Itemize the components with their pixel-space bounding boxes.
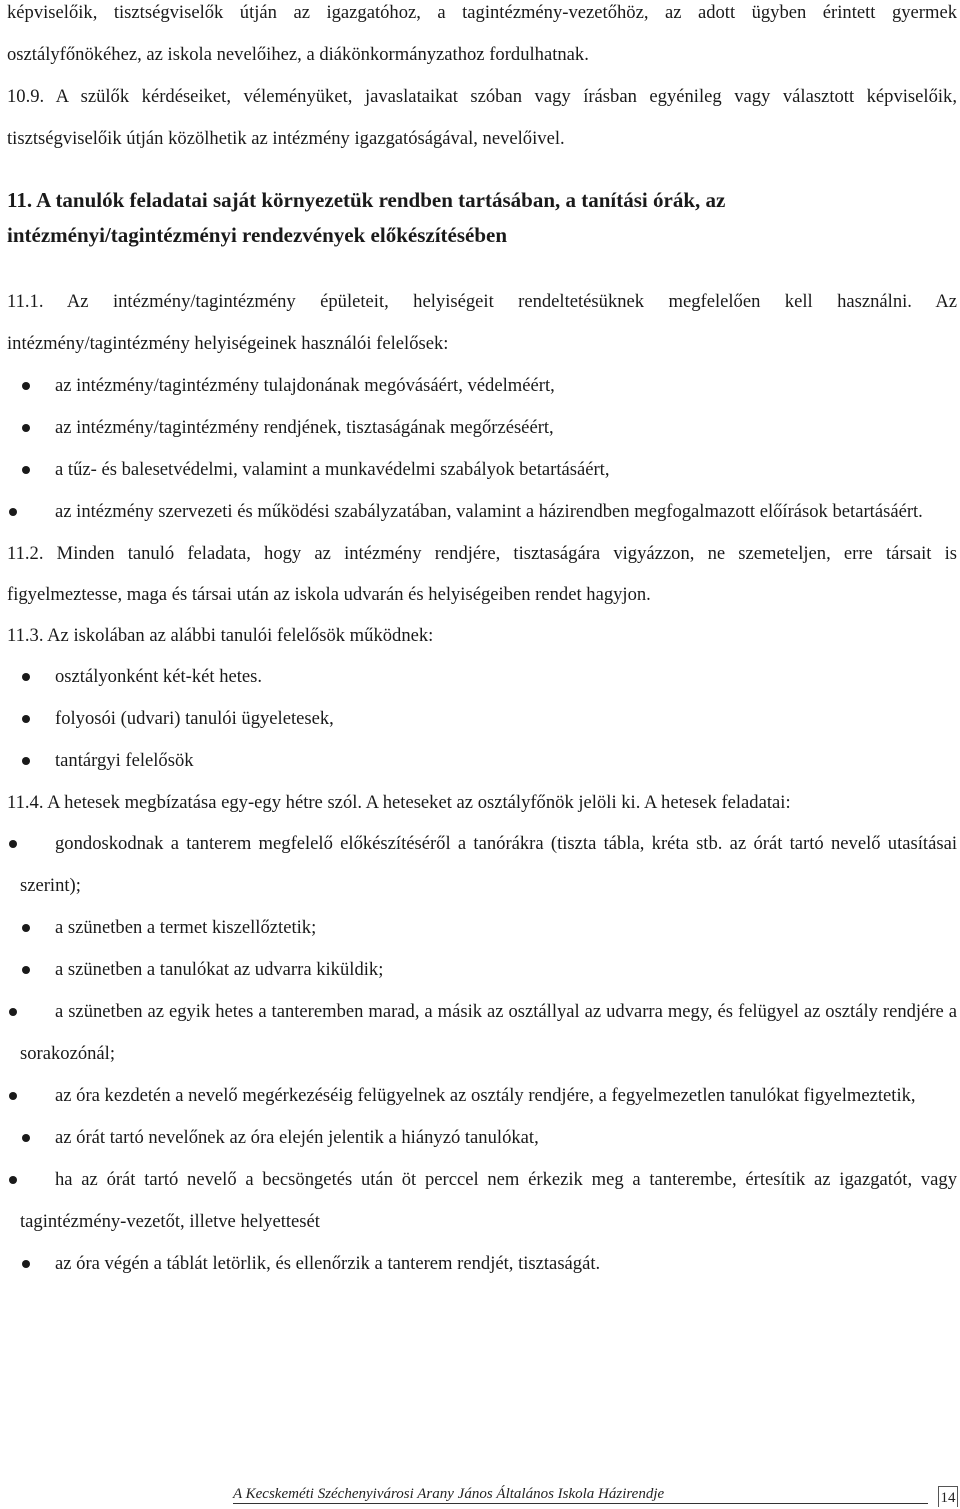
list-item: a szünetben a termet kiszellőztetik; xyxy=(7,907,957,949)
duties-list xyxy=(7,823,957,1285)
paragraph-11-1: 11.1. Az intézmény/tagintézmény épületeit, helyiségeit rendeltetésüknek megfelelően kell használni. Az intézmény/tagintézmény helyiségeinek használói felelősek: xyxy=(7,291,957,354)
bullet-icon xyxy=(22,757,30,765)
bullet-icon xyxy=(22,715,30,723)
list-item: osztályonként két-két hetes. xyxy=(7,656,957,698)
bullet-icon xyxy=(22,924,30,932)
bullet-icon xyxy=(22,673,30,681)
student-roles-list xyxy=(7,656,957,782)
footer-divider xyxy=(233,1503,928,1504)
list-item: ha az órát tartó nevelő a becsöngetés után öt perccel nem érkezik meg a tanterembe, értesítik az igazgatót, vagy tagintézmény-vezetőt, illetve helyettesét xyxy=(7,1159,957,1243)
list-item: gondoskodnak a tanterem megfelelő előkészítéséről a tanórákra (tiszta tábla, kréta stb. az órát tartó nevelő utasításai szerint); xyxy=(7,823,957,907)
bullet-icon xyxy=(22,1134,30,1142)
bullet-icon xyxy=(9,508,17,516)
document-page xyxy=(7,0,957,1285)
responsibilities-list xyxy=(7,365,957,533)
list-item: az óra kezdetén a nevelő megérkezéséig felügyelnek az osztály rendjére, a fegyelmezetlen tanulókat figyelmeztetik, xyxy=(7,1075,957,1117)
list-item: az intézmény szervezeti és működési szabályzatában, valamint a házirendben megfogalmazott előírások betartásáért. xyxy=(7,491,957,533)
paragraph-11-3: 11.3. Az iskolában az alábbi tanulói felelősök működnek: xyxy=(7,625,434,646)
paragraph-11-4: 11.4. A hetesek megbízatása egy-egy hétre szól. A heteseket az osztályfőnök jelöli ki. A hetesek feladatai: xyxy=(7,792,791,813)
bullet-icon xyxy=(22,382,30,390)
bullet-icon xyxy=(9,1008,17,1016)
list-item: a tűz- és balesetvédelmi, valamint a munkavédelmi szabályok betartásáért, xyxy=(7,449,957,491)
paragraph-11-2: 11.2. Minden tanuló feladata, hogy az intézmény rendjére, tisztaságára vigyázzon, ne szemeteljen, erre társait is figyelmeztesse, maga és társai után az iskola udvarán és helyiségeiben rendet hagyjon. xyxy=(7,543,957,605)
list-item: az óra végén a táblát letörlik, és ellenőrzik a tanterem rendjét, tisztaságát. xyxy=(7,1243,957,1285)
page-footer xyxy=(0,1470,960,1507)
list-item: az intézmény/tagintézmény tulajdonának megóvásáért, védelméért, xyxy=(7,365,957,407)
list-item: az intézmény/tagintézmény rendjének, tisztaságának megőrzéséért, xyxy=(7,407,957,449)
list-item: tantárgyi felelősök xyxy=(7,740,957,782)
list-item: a szünetben a tanulókat az udvarra kiküldik; xyxy=(7,949,957,991)
intro-paragraph-1: képviselőik, tisztségviselők útján az igazgatóhoz, a tagintézmény-vezetőhöz, az adott ügyben érintett gyermek osztályfőnökéhez, az iskola nevelőihez, a diákönkormányzathoz fordulhatnak. xyxy=(7,2,957,65)
bullet-icon xyxy=(22,424,30,432)
bullet-icon xyxy=(22,466,30,474)
page-number: 14 xyxy=(938,1486,958,1507)
footer-school-name: A Kecskeméti Széchenyivárosi Arany János Általános Iskola Házirendje xyxy=(233,1486,665,1502)
bullet-icon xyxy=(22,1260,30,1268)
list-item: az órát tartó nevelőnek az óra elején jelentik a hiányzó tanulókat, xyxy=(7,1117,957,1159)
section-heading-11: 11. A tanulók feladatai saját környezetük rendben tartásában, a tanítási órák, az intézményi/tagintézményi rendezvények előkészítésében xyxy=(7,188,726,247)
paragraph-10-9: 10.9. A szülők kérdéseiket, véleményüket, javaslataikat szóban vagy írásban egyénileg vagy választott képviselőik, tisztségviselőik útján közölhetik az intézmény igazgatóságával, nevelőivel. xyxy=(7,86,957,149)
bullet-icon xyxy=(9,1092,17,1100)
list-item: folyosói (udvari) tanulói ügyeletesek, xyxy=(7,698,957,740)
bullet-icon xyxy=(9,1176,17,1184)
bullet-icon xyxy=(22,966,30,974)
list-item: a szünetben az egyik hetes a tanteremben marad, a másik az osztállyal az udvarra megy, és felügyel az osztály rendjére a sorakozónál; xyxy=(7,991,957,1075)
bullet-icon xyxy=(9,840,17,848)
